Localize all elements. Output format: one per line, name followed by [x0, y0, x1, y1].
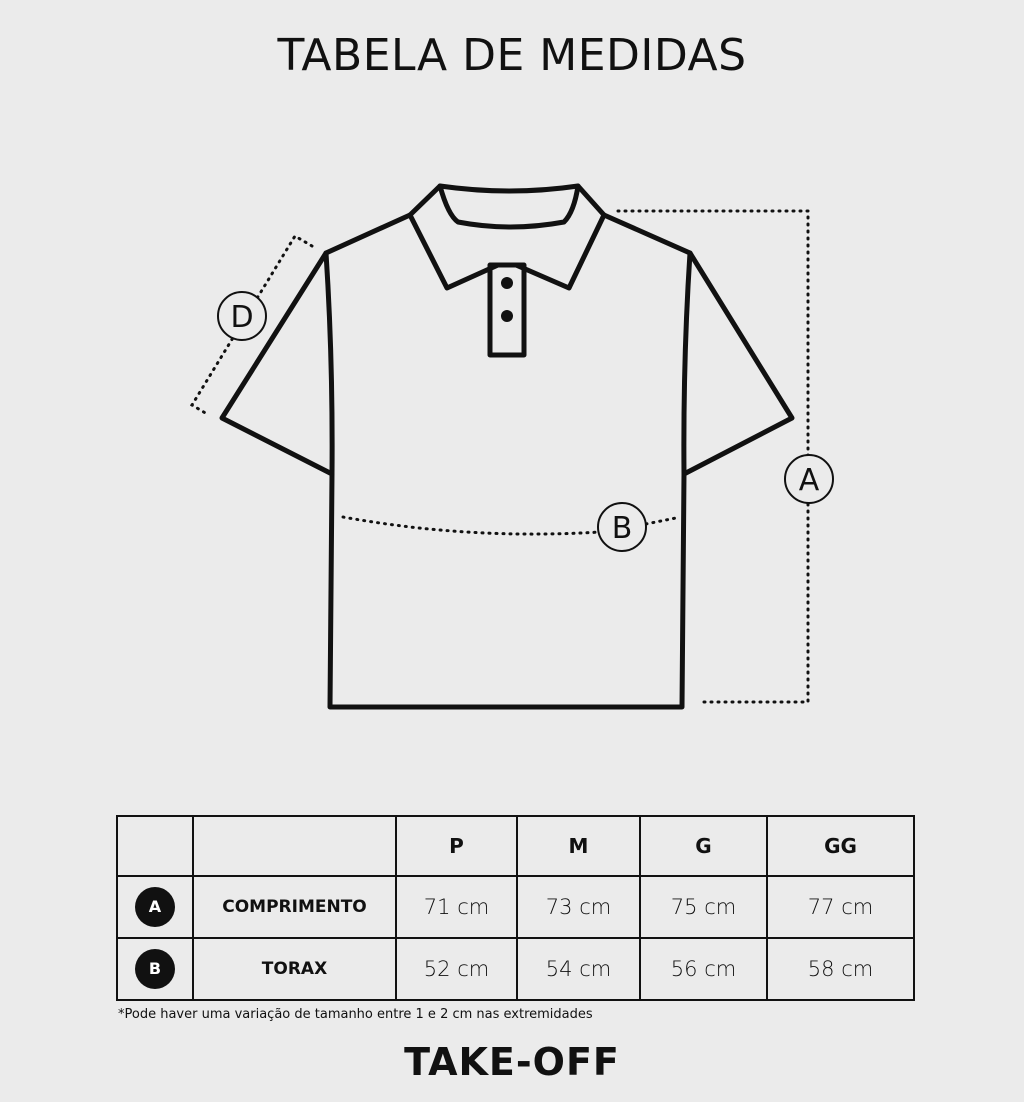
cell-value: 73 cm [517, 876, 640, 938]
table-row [117, 938, 914, 1000]
table-row [117, 876, 914, 938]
header-badge-cell [117, 816, 193, 876]
header-size-p: P [396, 816, 517, 876]
cell-value: 54 cm [517, 938, 640, 1000]
label-b: B [611, 511, 633, 546]
cell-value: 52 cm [396, 938, 517, 1000]
table-header-row [117, 816, 914, 876]
row-label: COMPRIMENTO [193, 876, 396, 938]
cell-value: 71 cm [396, 876, 517, 938]
header-size-gg: GG [767, 816, 914, 876]
row-label: TORAX [193, 938, 396, 1000]
page-title: TABELA DE MEDIDAS [277, 30, 747, 81]
measure-b-line-end [646, 518, 676, 524]
header-label-cell [193, 816, 396, 876]
left-sleeve-seam [326, 253, 332, 474]
cell-value: 75 cm [640, 876, 767, 938]
label-d: D [230, 300, 254, 335]
cell-value: 56 cm [640, 938, 767, 1000]
badge-a: A [135, 887, 175, 927]
header-size-g: G [640, 816, 767, 876]
cell-value: 77 cm [767, 876, 914, 938]
size-table [116, 815, 915, 1001]
label-a: A [798, 463, 820, 498]
right-sleeve-seam [684, 253, 690, 474]
measure-b-line [343, 517, 600, 534]
header-size-m: M [517, 816, 640, 876]
variation-note: *Pode haver uma variação de tamanho entre 1 e 2 cm nas extremidades [118, 1007, 593, 1022]
brand-name: TAKE-OFF [404, 1040, 620, 1084]
button-bottom [501, 310, 513, 322]
cell-value: 58 cm [767, 938, 914, 1000]
badge-b: B [135, 949, 175, 989]
button-top [501, 277, 513, 289]
